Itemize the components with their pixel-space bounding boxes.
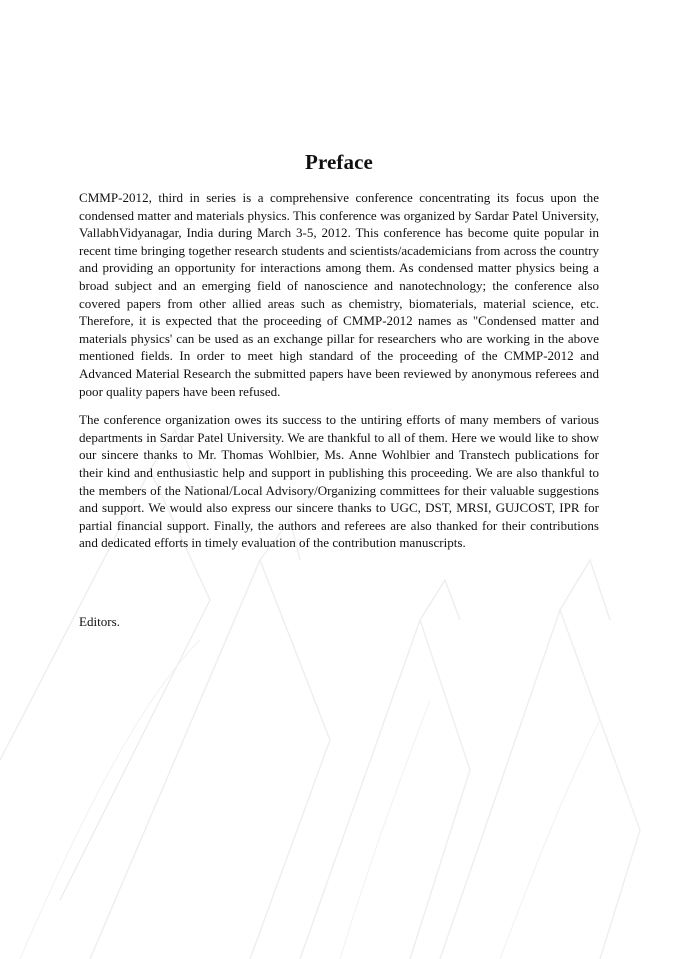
paragraph-1: CMMP-2012, third in series is a comprehensive conference concentrating its focus upon the condensed matter and materials physics. This conference was organized by Sardar Patel University, VallabhVidyanagar, India during March 3-5, 2012. This conference has become quite popular in recent time bringing together research students and scientists/academicians from across the country and providing an opportunity for interactions among them. As condensed matter physics being a broad subject and an emerging field of nanoscience and nanotechnology; the conference also covered papers from other allied areas such as chemistry, biomaterials, material science, etc. Therefore, it is expected that the proceeding of CMMP-2012 names as "Condensed matter and materials physics' can be used as an exchange pillar for researchers who are working in the above mentioned fields. In order to meet high standard of the proceeding of the CMMP-2012 and Advanced Material Research the submitted papers have been reviewed by anonymous referees and poor quality papers have been refused.	[79, 190, 599, 399]
signoff: Editors.	[79, 613, 120, 629]
page-title: Preface	[305, 150, 373, 174]
preface-body	[79, 148, 599, 630]
paragraph-2: The conference organization owes its success to the untiring efforts of many members of various departments in Sardar Patel University. We are thankful to all of them. Here we would like to show our sincere thanks to Mr. Thomas Wohlbier, Ms. Anne Wohlbier and Transtech publications for their kind and enthusiastic help and support in publishing this proceeding. We are also thankful to the members of the National/Local Advisory/Organizing committees for their valuable suggestions and support. We would also express our sincere thanks to UGC, DST, MRSI, GUJCOST, IPR for partial financial support. Finally, the authors and referees are also thanked for their contributions and dedicated efforts in timely evaluation of the contribution manuscripts.	[79, 412, 599, 551]
